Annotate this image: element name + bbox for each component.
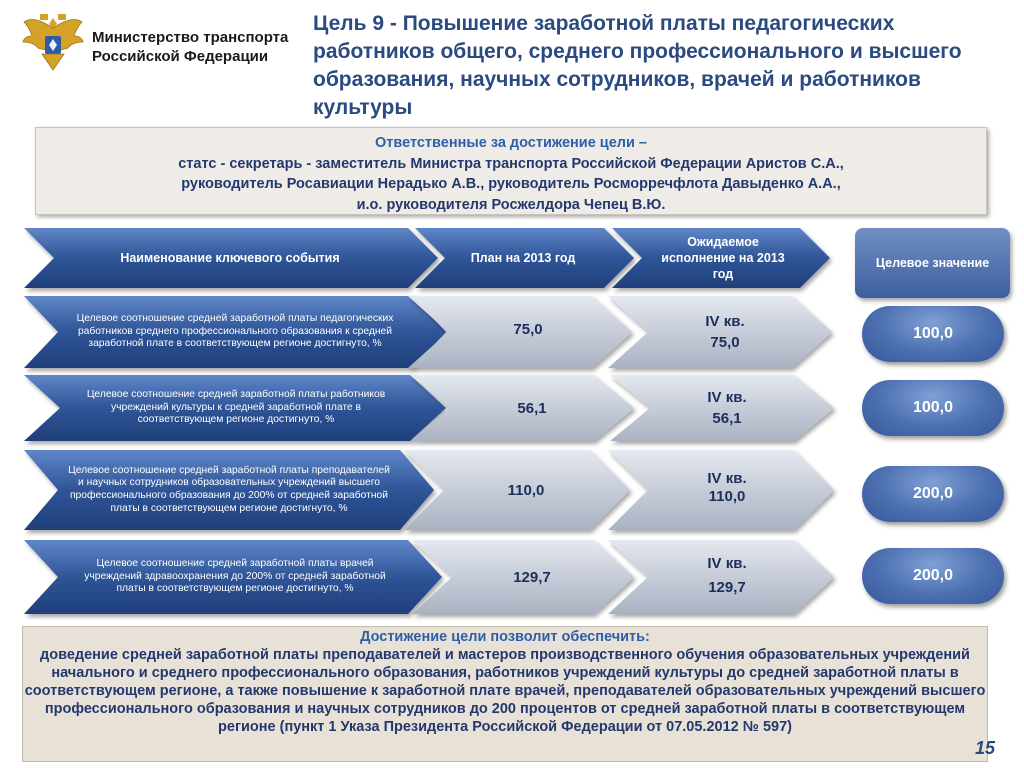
col-header-plan: План на 2013 год xyxy=(470,251,576,265)
goal-title: Цель 9 - Повышение заработной платы педагогических работников общего, среднего профессионального и высшего образования, научных сотрудников, врачей и работников культуры xyxy=(313,12,962,119)
responsible-heading: Ответственные за достижение цели – xyxy=(374,135,647,151)
outcome-text: доведение средней заработной платы преподавателей и мастеров производственного обучения образовательных учреждений начального и среднего профессионального образования, работников учреждений культуры до средней заработной платы в соответствующем регионе, а также повышение к заработной плате врачей, преподавателей образовательных учреждений высшего профессионального образования и научных сотрудников до 200 процентов от средней заработной платы в соответствующем регионе (пункт 1 Указа Президента Российской Федерации от 07.05.2012 № 597) xyxy=(24,647,986,735)
row-2-plan: 56,1 xyxy=(517,399,547,417)
row-3-expected xyxy=(652,456,802,520)
row-1-expected-value: 75,0 xyxy=(710,334,740,351)
row-4-event: Целевое соотношение средней заработной платы врачей учреждений здравоохранения до 200% от средней заработной платы в соответствующем регионе достигнуто, % xyxy=(84,558,386,595)
row-3-expected-value: 110,0 xyxy=(708,488,746,505)
row-2-expected xyxy=(652,378,802,438)
row-3-plan: 110,0 xyxy=(507,481,545,499)
responsible-line-2: руководитель Росавиации Нерадько А.В., руководитель Росморречфлота Давыденко А.А., xyxy=(181,176,841,192)
row-1-expected xyxy=(650,300,800,364)
row-4-expected xyxy=(652,544,802,608)
responsible-line-3: и.о. руководителя Росжелдора Чепец В.Ю. xyxy=(356,196,666,213)
ministry-line-2: Российской Федерации xyxy=(92,48,269,65)
row-4-plan: 129,7 xyxy=(513,568,551,586)
col-header-target: Целевое значение xyxy=(855,228,1010,298)
row-2-expected-quarter: IV кв. xyxy=(707,389,747,406)
row-1-target: 100,0 xyxy=(862,306,1004,362)
row-4-expected-quarter: IV кв. xyxy=(707,555,747,572)
row-2-target: 100,0 xyxy=(862,380,1004,436)
row-3-target: 200,0 xyxy=(862,466,1004,522)
row-3-event: Целевое соотношение средней заработной платы преподавателей и научных сотрудников образовательных учреждений высшего профессионального образования до 200% от средней заработной платы в соответствующем регионе достигнуто, % xyxy=(68,464,390,514)
page-number: 15 xyxy=(975,738,996,758)
row-1-event: Целевое соотношение средней заработной платы педагогических работников среднего профессионального образования к средней заработной плате в соответствующем регионе достигнуто, % xyxy=(76,313,394,350)
row-2-event: Целевое соотношение средней заработной платы работников учреждений культуры к средней заработной плате в соответствующем регионе достигнуто, % xyxy=(86,389,386,426)
row-3-expected-quarter: IV кв. xyxy=(707,470,747,487)
col-header-event: Наименование ключевого события xyxy=(120,251,340,265)
col-header-expected: Ожидаемое исполнение на 2013 год xyxy=(661,235,785,281)
row-1-plan: 75,0 xyxy=(513,320,543,338)
row-2-expected-value: 56,1 xyxy=(712,410,742,427)
outcome-box xyxy=(22,626,988,762)
outcome-heading: Достижение цели позволит обеспечить: xyxy=(360,629,650,645)
responsible-line-1: статс - секретарь - заместитель Министра транспорта Российской Федерации Аристов С.А., xyxy=(178,155,844,172)
ministry-line-1: Министерство транспорта xyxy=(92,29,289,46)
row-4-target: 200,0 xyxy=(862,548,1004,604)
row-1-expected-quarter: IV кв. xyxy=(705,313,745,330)
row-4-expected-value: 129,7 xyxy=(708,579,746,596)
